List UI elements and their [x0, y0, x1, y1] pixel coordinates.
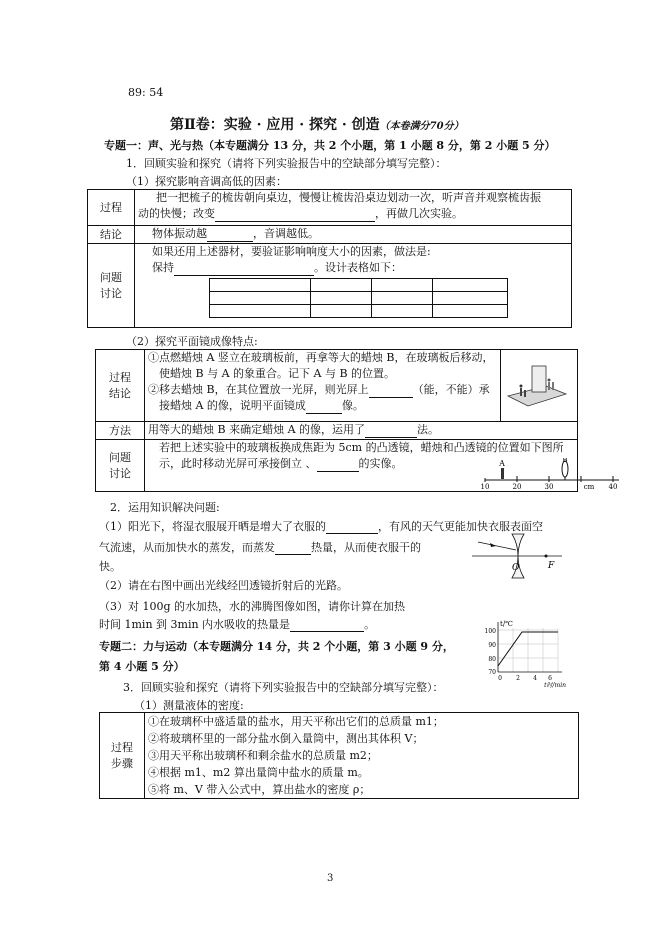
blank-vibration[interactable]: [207, 230, 253, 242]
density-step-1: ①在玻璃杯中盛适量的盐水，用天平称出它们的总质量 m1；: [148, 715, 444, 728]
q2-1-line-b: 气流速，从而加快水的蒸发，而蒸发 热量，从而使衣服干的: [99, 541, 421, 554]
mirror-steps-cell: [145, 350, 501, 422]
graph-ytick-80: 80: [488, 656, 496, 663]
process-cell: [135, 190, 572, 226]
method-cell: 用等大的蜡烛 B 来确定蜡烛 A 的像，运用了 法。: [145, 422, 578, 440]
table-pitch-experiment: [87, 189, 572, 328]
density-step-4: ④根据 m1、m2 算出量筒中盐水的质量 m。: [148, 766, 369, 779]
ruler-tick-30: 30: [544, 483, 554, 490]
q2-1-line-a: （1）阳光下，将湿衣服展开晒是增大了衣服的 ，有风的天气更能加快衣服表面空: [99, 520, 543, 533]
q2-3-line-b: 时间 1min 到 3min 内水吸收的热量是 。: [99, 618, 376, 631]
lens-discussion-a: 若把上述实验中的玻璃板换成焦距为 5cm 的凸透镜，蜡烛和凸透镜的位置如下图所: [159, 441, 564, 454]
blank-heat[interactable]: [275, 543, 311, 555]
concave-lens-figure: [466, 528, 566, 580]
ruler-tick-40: 40: [608, 483, 618, 490]
graph-xtick-0: 0: [498, 675, 502, 682]
label-discussion: 问题 讨论: [88, 244, 135, 328]
label-conclusion: 结论: [88, 226, 135, 244]
section-title: [170, 114, 464, 134]
design-table: [209, 278, 508, 318]
mirror-step2-b: 接蜡烛 A 的像，说明平面镜成 像。: [159, 399, 364, 412]
graph-xtick-6: 6: [548, 675, 552, 682]
page-number: 3: [327, 873, 334, 884]
q3-intro: 3．回顾实验和探究（请将下列实验报告中的空缺部分填写完整）：: [123, 681, 444, 694]
lens-label-o: O: [512, 563, 520, 573]
blank-image-type[interactable]: [306, 402, 342, 414]
blank-real-image[interactable]: [317, 460, 359, 472]
graph-ytick-90: 90: [488, 642, 496, 649]
table-mirror-experiment: [95, 349, 618, 492]
ruler-unit: cm: [583, 483, 595, 490]
q1-intro: 1．回顾实验和探究（请将下列实验报告中的空缺部分填写完整）：: [126, 157, 447, 170]
mirror-step1-b: 使蜡烛 B 与 A 的象重合。记下 A 与 B 的位置。: [159, 367, 396, 380]
label-steps: 过程 步骤: [100, 713, 145, 799]
q2-3-line-a: （3）对 100g 的水加热，水的沸腾图像如图，请你计算在加热: [99, 600, 406, 613]
blank-method[interactable]: [365, 426, 417, 438]
label-candle-a: A: [499, 459, 505, 468]
blank-keep[interactable]: [174, 264, 314, 276]
discussion-line-a: 如果还用上述器材，要验证影响响度大小的因素，做法是:: [152, 245, 431, 258]
graph-ytick-100: 100: [484, 628, 496, 635]
density-step-3: ③用天平称出玻璃杯和剩余盐水的总质量 m2；: [148, 749, 378, 762]
q1-sub1: （1）探究影响音调高低的因素：: [126, 175, 287, 188]
graph-ytick-70: 70: [488, 669, 496, 676]
lens-ruler-figure: [481, 458, 623, 490]
conclusion-cell: 物体振动越 ，音调越低。: [135, 226, 572, 244]
mirror-figure-cell: [501, 350, 578, 422]
topic1-heading: 专题一：声、光与热（本专题满分 13 分，共 2 个小题，第 1 小题 8 分，第 2 小题 5 分）: [104, 139, 556, 152]
q2-2-text: （2）请在右图中画出光线经凹透镜折射后的光路。: [99, 579, 348, 592]
label-process: 过程: [88, 190, 135, 226]
density-steps-cell: [145, 713, 579, 799]
density-step-2: ②将玻璃杯里的一部分盐水倒入量筒中，测出其体积 V；: [148, 732, 424, 745]
mirror-step2-a: ②移去蜡烛 B，在其位置放一光屏，则光屏上 （能，不能）承: [148, 383, 490, 396]
boiling-graph: [478, 618, 568, 688]
section-title-text: 第Ⅱ卷：实验 · 应用 · 探究 · 创造: [170, 117, 380, 133]
ruler-tick-10: 10: [481, 483, 490, 490]
discussion-line-b: 保持 。设计表格如下：: [152, 261, 402, 274]
label-process-conclusion: 过程 结论: [96, 350, 145, 422]
lens-discussion-cell: [145, 440, 618, 492]
process-line-a: 把一把梳子的梳齿朝向桌边，慢慢让梳齿沿桌边划动一次，听声音并观察梳齿振: [156, 191, 541, 204]
mirror-setup-figure: [504, 358, 570, 408]
graph-xlabel: t时/min: [544, 682, 566, 688]
topic2-heading-a: 专题二：力与运动（本专题满分 14 分，共 2 个小题，第 3 小题 9 分，: [99, 640, 454, 653]
density-step-5: ⑤将 m、V 带入公式中，算出盐水的密度 ρ；: [148, 783, 371, 796]
graph-xtick-2: 2: [516, 675, 520, 682]
label-method: 方法: [96, 422, 145, 440]
discussion-cell: [135, 244, 572, 328]
mirror-step1-a: ①点燃蜡烛 A 竖立在玻璃板前，再拿等大的蜡烛 B，在玻璃板后移动，: [148, 351, 494, 364]
label-lens-b: B: [562, 458, 568, 464]
process-line-b: 动的快慢；改变 ，再做几次实验。: [138, 207, 463, 220]
label-discussion-2: 问题 讨论: [96, 440, 145, 492]
blank-heat-absorbed[interactable]: [290, 620, 364, 632]
blank-can-cannot[interactable]: [369, 386, 413, 398]
graph-ylabel: t/℃: [500, 620, 514, 628]
topic2-heading-b: 第 4 小题 5 分）: [99, 660, 185, 673]
section-note: （本卷满分70分）: [379, 121, 464, 132]
blank-surface-area[interactable]: [326, 522, 378, 534]
q2-1-line-c: 快。: [99, 560, 121, 573]
ruler-tick-20: 20: [512, 483, 522, 490]
lens-label-f: F: [548, 561, 555, 571]
graph-xtick-4: 4: [533, 675, 537, 682]
lens-discussion-b: 示，此时移动光屏可承接倒立 、 的实像。: [159, 457, 403, 470]
q1-sub2: （2）探究平面镜成像特点:: [126, 335, 258, 348]
time-stamp: 89: 54: [128, 86, 164, 99]
q3-sub1: （1）测量液体的密度:: [134, 699, 244, 712]
q2-title: 2．运用知识解决问题:: [110, 501, 220, 514]
blank-change[interactable]: [215, 210, 375, 222]
table-density-experiment: [99, 712, 579, 799]
